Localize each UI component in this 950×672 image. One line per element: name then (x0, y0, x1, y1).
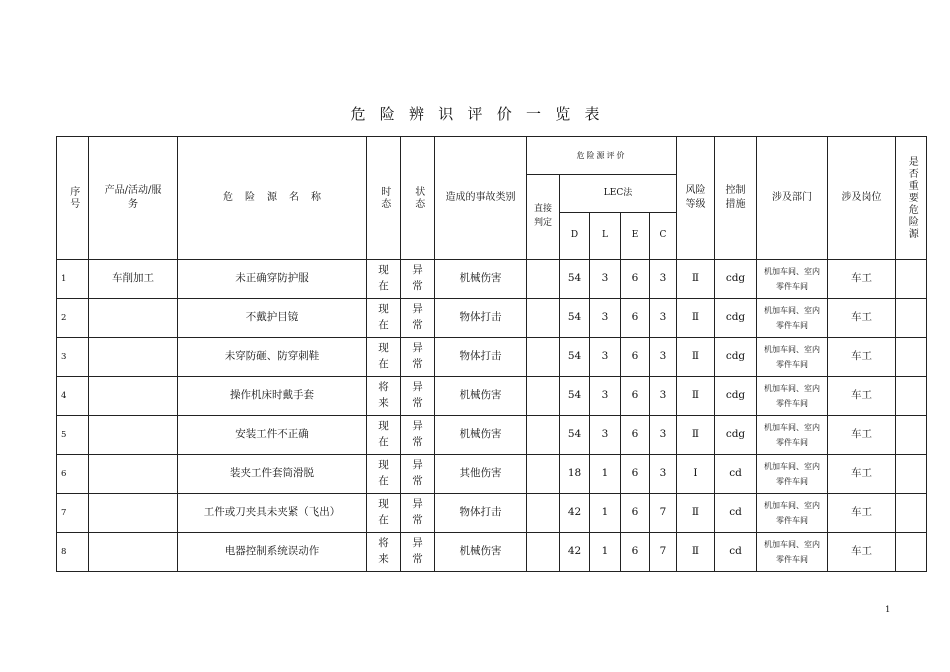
row-risk: Ⅱ (677, 260, 715, 299)
row-hazard: 工件或刀夹具未夹紧（飞出） (178, 494, 367, 533)
row-post: 车工 (828, 494, 896, 533)
row-product (89, 377, 178, 416)
row-hazard: 未正确穿防护服 (178, 260, 367, 299)
row-e: 6 (621, 416, 650, 455)
table-row (57, 533, 927, 572)
row-risk: Ⅱ (677, 533, 715, 572)
row-d: 54 (560, 416, 590, 455)
row-l: 3 (590, 338, 621, 377)
row-d: 42 (560, 494, 590, 533)
row-c: 3 (650, 260, 677, 299)
row-seq: 4 (57, 377, 89, 416)
row-control: cdg (715, 260, 757, 299)
row-hazard: 安装工件不正确 (178, 416, 367, 455)
row-d: 54 (560, 260, 590, 299)
header-lec: LEC法 (560, 175, 677, 213)
header-d: D (560, 213, 590, 260)
row-tense: 将来 (367, 377, 401, 416)
header-control: 控制措施 (715, 137, 757, 260)
row-seq: 2 (57, 299, 89, 338)
row-state: 异常 (401, 338, 435, 377)
row-seq: 7 (57, 494, 89, 533)
row-control: cdg (715, 377, 757, 416)
row-hazard: 装夹工件套筒滑脱 (178, 455, 367, 494)
header-e: E (621, 213, 650, 260)
page-number: 1 (885, 605, 891, 615)
row-state: 异常 (401, 416, 435, 455)
row-l: 3 (590, 260, 621, 299)
row-risk: Ⅱ (677, 377, 715, 416)
row-c: 7 (650, 533, 677, 572)
row-tense: 现在 (367, 299, 401, 338)
row-major (896, 338, 927, 377)
header-accident: 造成的事故类别 (435, 137, 527, 260)
table-row (57, 377, 927, 416)
row-l: 1 (590, 533, 621, 572)
row-risk: Ⅱ (677, 299, 715, 338)
row-product (89, 338, 178, 377)
row-c: 3 (650, 455, 677, 494)
row-seq: 1 (57, 260, 89, 299)
row-e: 6 (621, 299, 650, 338)
row-department: 机加车间、室内零件车间 (757, 494, 828, 533)
row-accident: 物体打击 (435, 338, 527, 377)
row-control: cdg (715, 416, 757, 455)
row-accident: 物体打击 (435, 494, 527, 533)
row-direct (527, 377, 560, 416)
row-tense: 现在 (367, 455, 401, 494)
document-title: 危险辨识评价一览表 (350, 105, 614, 123)
header-department: 涉及部门 (757, 137, 828, 260)
row-e: 6 (621, 455, 650, 494)
row-l: 3 (590, 299, 621, 338)
row-department: 机加车间、室内零件车间 (757, 338, 828, 377)
row-post: 车工 (828, 416, 896, 455)
table-row (57, 338, 927, 377)
table-row (57, 455, 927, 494)
row-control: cdg (715, 338, 757, 377)
row-major (896, 299, 927, 338)
row-accident: 机械伤害 (435, 416, 527, 455)
row-l: 1 (590, 455, 621, 494)
row-seq: 6 (57, 455, 89, 494)
row-state: 异常 (401, 455, 435, 494)
row-e: 6 (621, 338, 650, 377)
row-tense: 现在 (367, 260, 401, 299)
row-state: 异常 (401, 260, 435, 299)
row-direct (527, 299, 560, 338)
row-e: 6 (621, 260, 650, 299)
row-risk: Ⅱ (677, 338, 715, 377)
row-risk: Ⅱ (677, 416, 715, 455)
row-direct (527, 416, 560, 455)
header-direct: 直接判定 (527, 175, 560, 260)
row-direct (527, 533, 560, 572)
row-risk: Ⅰ (677, 455, 715, 494)
row-hazard: 电器控制系统误动作 (178, 533, 367, 572)
row-product (89, 416, 178, 455)
header-tense: 时态 (367, 137, 401, 260)
row-tense: 将来 (367, 533, 401, 572)
row-e: 6 (621, 377, 650, 416)
row-post: 车工 (828, 338, 896, 377)
row-department: 机加车间、室内零件车间 (757, 260, 828, 299)
header-major: 是否重要危险源 (896, 137, 927, 260)
row-state: 异常 (401, 299, 435, 338)
row-accident: 机械伤害 (435, 377, 527, 416)
row-l: 1 (590, 494, 621, 533)
row-department: 机加车间、室内零件车间 (757, 416, 828, 455)
row-control: cd (715, 494, 757, 533)
table-row (57, 260, 927, 299)
row-seq: 3 (57, 338, 89, 377)
row-hazard: 未穿防砸、防穿刺鞋 (178, 338, 367, 377)
row-c: 3 (650, 377, 677, 416)
row-e: 6 (621, 494, 650, 533)
row-post: 车工 (828, 377, 896, 416)
row-d: 54 (560, 377, 590, 416)
header-state: 状态 (401, 137, 435, 260)
row-d: 54 (560, 299, 590, 338)
row-l: 3 (590, 416, 621, 455)
row-direct (527, 338, 560, 377)
row-hazard: 操作机床时戴手套 (178, 377, 367, 416)
row-accident: 物体打击 (435, 299, 527, 338)
row-major (896, 260, 927, 299)
row-department: 机加车间、室内零件车间 (757, 533, 828, 572)
row-tense: 现在 (367, 416, 401, 455)
row-accident: 机械伤害 (435, 533, 527, 572)
row-direct (527, 455, 560, 494)
row-major (896, 416, 927, 455)
table-row (57, 494, 927, 533)
row-seq: 8 (57, 533, 89, 572)
row-d: 42 (560, 533, 590, 572)
row-department: 机加车间、室内零件车间 (757, 299, 828, 338)
header-evaluation: 危险源评价 (527, 137, 677, 175)
row-l: 3 (590, 377, 621, 416)
row-major (896, 377, 927, 416)
row-control: cdg (715, 299, 757, 338)
row-c: 7 (650, 494, 677, 533)
row-major (896, 533, 927, 572)
row-control: cd (715, 455, 757, 494)
row-direct (527, 494, 560, 533)
row-d: 18 (560, 455, 590, 494)
row-accident: 机械伤害 (435, 260, 527, 299)
row-post: 车工 (828, 299, 896, 338)
header-product: 产品/活动/服务 (89, 137, 178, 260)
row-tense: 现在 (367, 494, 401, 533)
row-hazard: 不戴护目镜 (178, 299, 367, 338)
header-c: C (650, 213, 677, 260)
row-c: 3 (650, 299, 677, 338)
table-row (57, 299, 927, 338)
row-c: 3 (650, 338, 677, 377)
hazard-table (56, 136, 927, 572)
header-l: L (590, 213, 621, 260)
row-post: 车工 (828, 455, 896, 494)
header-risk-level: 风险等级 (677, 137, 715, 260)
row-e: 6 (621, 533, 650, 572)
row-major (896, 455, 927, 494)
row-state: 异常 (401, 377, 435, 416)
header-post: 涉及岗位 (828, 137, 896, 260)
row-post: 车工 (828, 533, 896, 572)
row-direct (527, 260, 560, 299)
row-accident: 其他伤害 (435, 455, 527, 494)
header-hazard: 危险源名称 (178, 137, 367, 260)
row-control: cd (715, 533, 757, 572)
row-post: 车工 (828, 260, 896, 299)
row-department: 机加车间、室内零件车间 (757, 377, 828, 416)
row-department: 机加车间、室内零件车间 (757, 455, 828, 494)
row-state: 异常 (401, 533, 435, 572)
row-tense: 现在 (367, 338, 401, 377)
row-seq: 5 (57, 416, 89, 455)
row-d: 54 (560, 338, 590, 377)
row-risk: Ⅱ (677, 494, 715, 533)
row-product (89, 455, 178, 494)
row-product (89, 494, 178, 533)
row-product (89, 299, 178, 338)
row-c: 3 (650, 416, 677, 455)
row-product: 车削加工 (89, 260, 178, 299)
row-product (89, 533, 178, 572)
row-major (896, 494, 927, 533)
table-row (57, 416, 927, 455)
header-seq: 序号 (57, 137, 89, 260)
row-state: 异常 (401, 494, 435, 533)
